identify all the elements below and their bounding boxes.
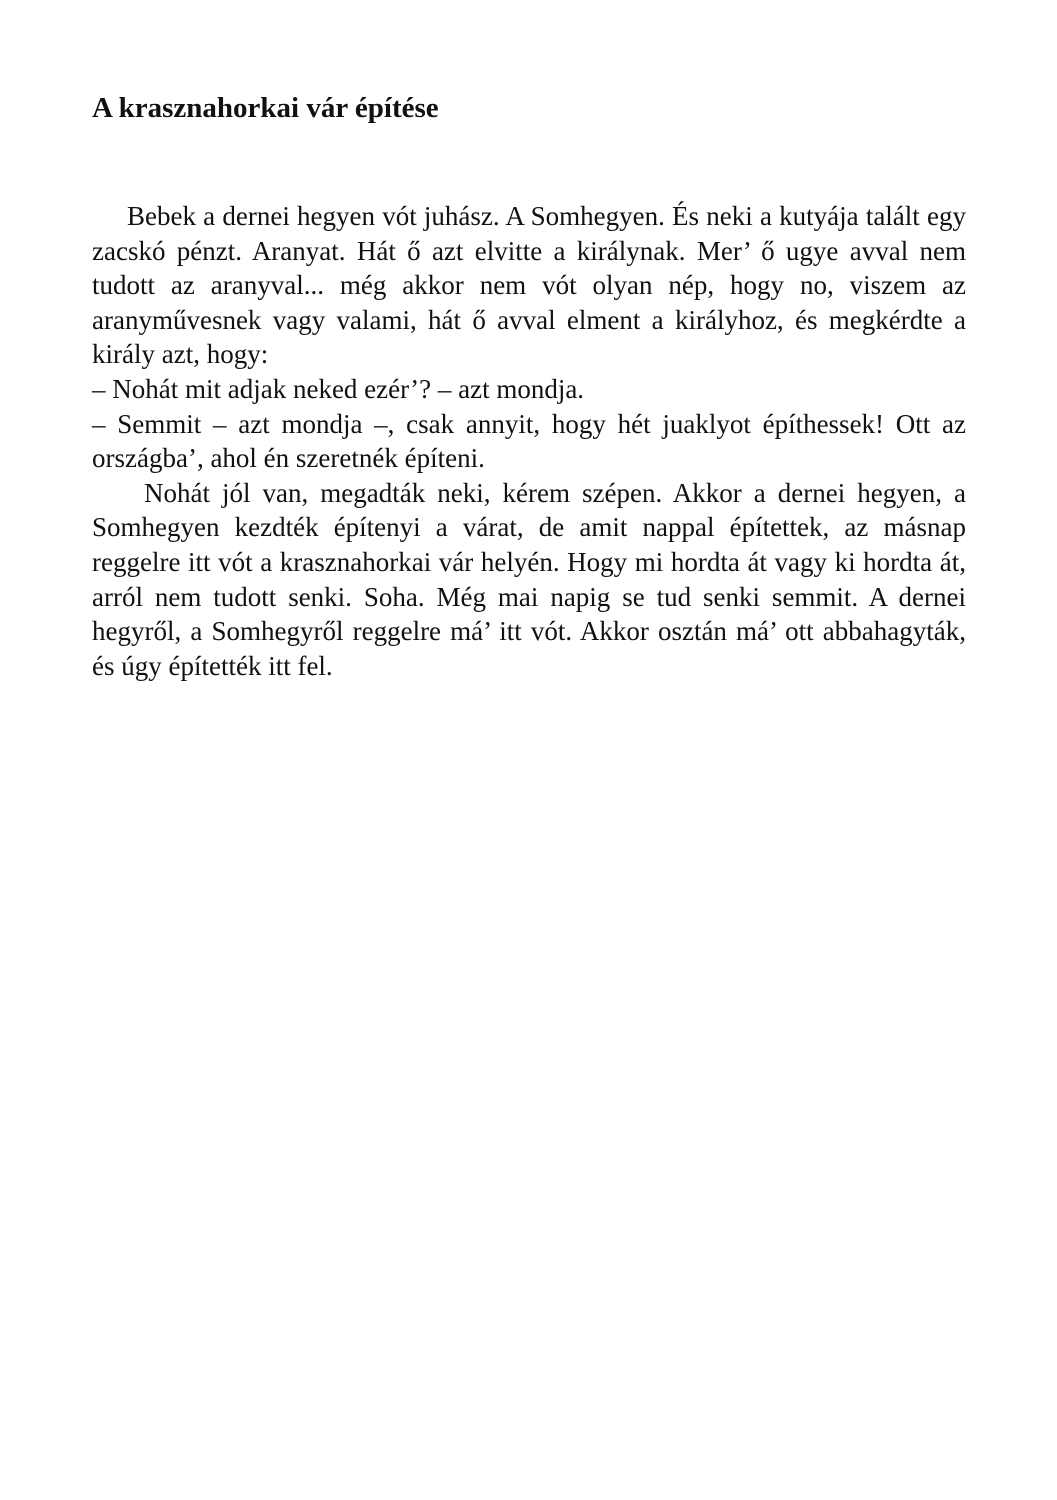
paragraph-ending: Nohát jól van, megadták neki, kérem szépen. Akkor a dernei hegyen, a Somhegyen kezdték építenyi a várat, de amit nappal építettek, az másnap reggelre itt vót a krasznahorkai vár helyén. Hogy mi hordta át vagy ki hordta át, arról nem tudott senki. Soha. Még mai napig se tud senki semmit. A dernei hegyről, a Somhegyről reggelre má’ itt vót. Akkor osztán má’ ott abbahagyták, és úgy építették itt fel.: [92, 477, 966, 681]
story-text: [92, 199, 966, 683]
document-page: [92, 90, 966, 683]
paragraph-intro: Bebek a dernei hegyen vót juhász. A Somhegyen. És neki a kutyája talált egy zacskó pénzt. Aranyat. Hát ő azt elvitte a királynak. Mer’ ő ugye avval nem tudott az aranyval... még akkor nem vót olyan nép, hogy no, viszem az aranyművesnek vagy valami, hát ő avval elment a királyhoz, és megkérdte a király azt, hogy:: [92, 201, 966, 370]
page-title: A krasznahorkai vár építése: [92, 92, 439, 124]
dialog-line-king: – Nohát mit adjak neked ezér’? – azt mondja.: [92, 373, 585, 404]
dialog-line-shepherd: – Semmit – azt mondja –, csak annyit, hogy hét juaklyot építhessek! Ott az országba’, ahol én szeretnék építeni.: [92, 408, 966, 474]
